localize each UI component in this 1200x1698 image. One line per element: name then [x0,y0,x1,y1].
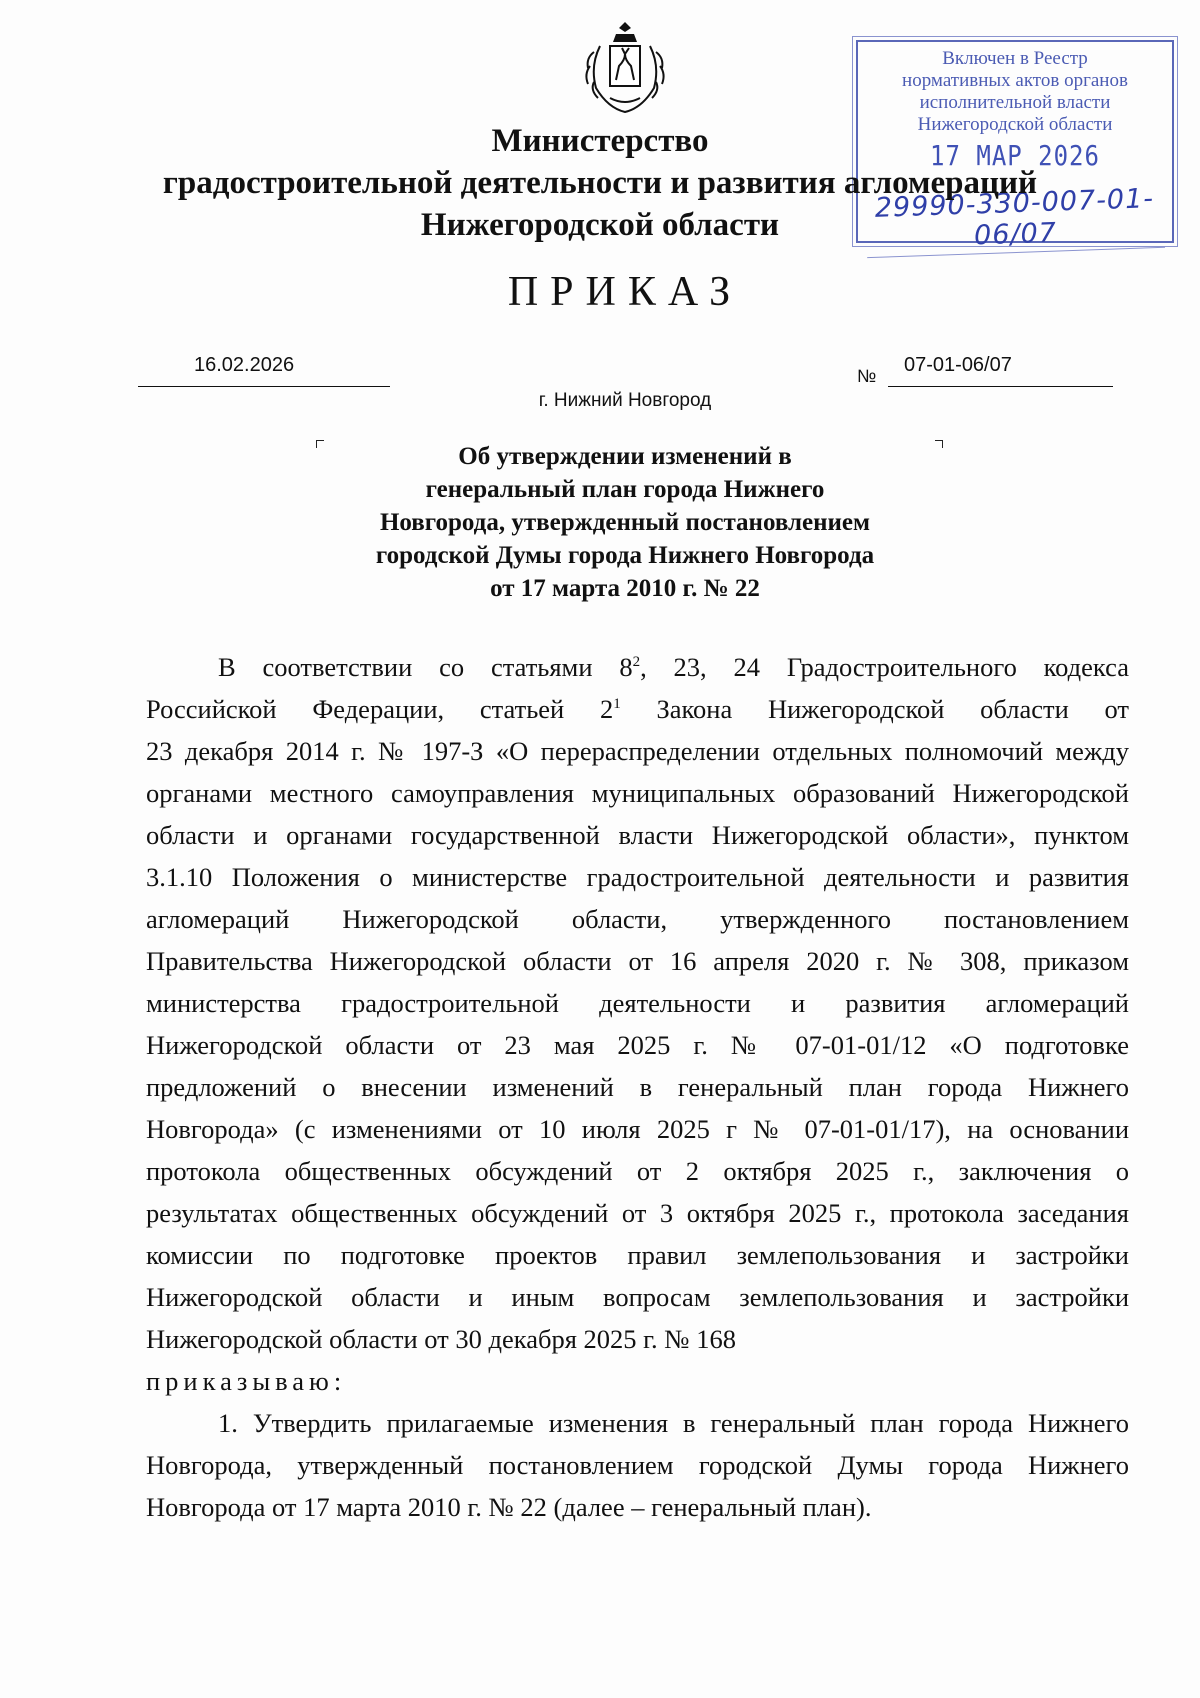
body-line: комиссии по подготовке проектов правил землепользования и застройки [146,1240,1129,1270]
body-line: 3.1.10 Положения о министерстве градостроительной деятельности и развития [146,862,1129,892]
ministry-header [100,120,1100,246]
item-line: Новгорода, утвержденный постановлением городской Думы города Нижнего [146,1450,1129,1480]
stamp-line: Включен в Реестр [942,48,1088,69]
body-text: Закона Нижегородской области от [620,694,1129,724]
body-line: результатах общественных обсуждений от 3 октября 2025 г., протокола заседания [146,1198,1129,1228]
title-line: от 17 марта 2010 г. № 22 [490,575,760,602]
body-line: 23 декабря 2014 г. № 197-З «О перераспределении отдельных полномочий между [146,736,1129,766]
item-line: Новгорода от 17 марта 2010 г. № 22 (далее – генеральный план). [146,1492,872,1522]
title-line: Об утверждении изменений в [458,443,792,470]
stamp-line: исполнительной власти [919,92,1111,113]
number-label: № [857,366,877,386]
city: г. Нижний Новгород [538,390,712,411]
header-line: градостроительной деятельности и развития агломераций [162,165,1038,201]
body-line: органами местного самоуправления муниципальных образований Нижегородской [146,778,1129,808]
title-line: Новгорода, утвержденный постановлением [379,509,871,536]
stamp-line: нормативных актов органов [902,70,1128,91]
title-line: генеральный план города Нижнего [425,476,825,503]
body-line: Нижегородской области от 23 мая 2025 г. № 07-01-01/12 «О подготовке [146,1030,1129,1060]
body-text: , 23, 24 Градостроительного кодекса [640,652,1129,682]
stamp-date: 17 MAP 2026 [930,139,1100,173]
body-line: Нижегородской области и иным вопросам землепользования и застройки [146,1282,1129,1312]
stamp-line: Нижегородской области [917,114,1113,135]
body-line [146,646,1129,688]
date-field [138,352,390,387]
document-date: 16.02.2026 [194,354,295,376]
coat-of-arms-emblem [580,16,670,116]
body-line: Правительства Нижегородской области от 16 апреля 2020 г. № 308, приказом [146,946,1129,976]
order-word: приказываю: [146,1366,347,1396]
document-title [300,440,950,605]
body-line: протокола общественных обсуждений от 2 октября 2025 г., заключения о [146,1156,1129,1186]
body-line: предложений о внесении изменений в генеральный план города Нижнего [146,1072,1129,1102]
title-line: городской Думы города Нижнего Новгорода [375,542,875,569]
document-number: 07-01-06/07 [904,354,1012,376]
body-line: Новгорода» (с изменениями от 10 июля 2025 г № 07-01-01/17), на основании [146,1114,1129,1144]
number-field [888,352,1113,387]
stamp-registry-number: 29990-330-007-01-06/07 [865,183,1165,258]
document-body [146,646,1129,1528]
body-line: агломераций Нижегородской области, утвержденного постановлением [146,904,1129,934]
body-line: Нижегородской области от 30 декабря 2025 г. № 168 [146,1324,736,1354]
body-line: министерства градостроительной деятельности и развития агломераций [146,988,1129,1018]
superscript: 1 [613,696,621,712]
body-text: Российской Федерации, статьей 2 [146,694,614,724]
document-type: ПРИКАЗ [507,269,743,315]
body-text: В соответствии со статьями 8 [218,652,633,682]
body-line [146,688,1129,730]
item-line: 1. Утвердить прилагаемые изменения в генеральный план города Нижнего [218,1408,1129,1438]
header-line: Министерство [491,123,709,159]
superscript: 2 [632,654,641,670]
body-line: области и органами государственной власти Нижегородской области», пунктом [146,820,1129,850]
header-line: Нижегородской области [420,207,780,243]
